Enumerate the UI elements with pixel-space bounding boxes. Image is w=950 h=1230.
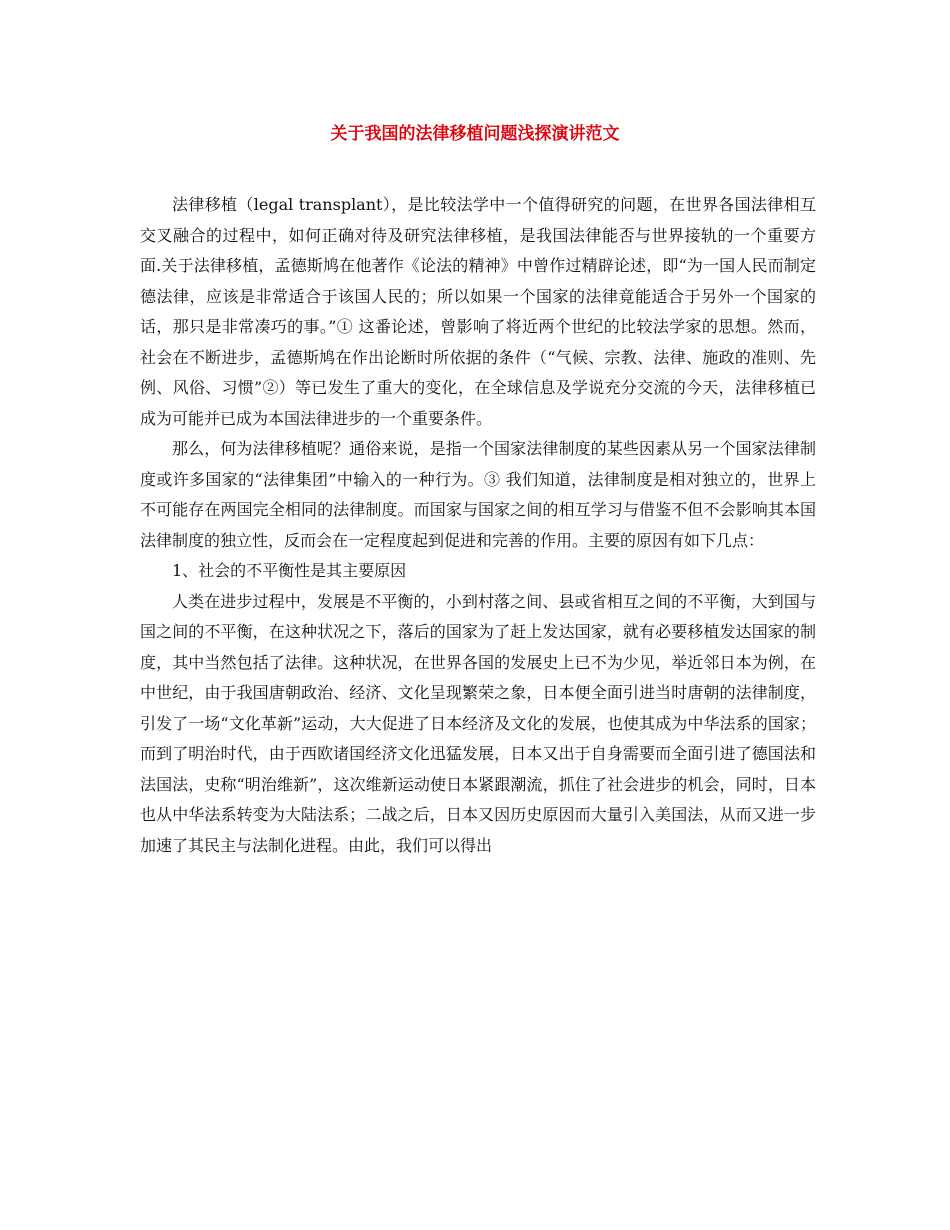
paragraph-imbalance: 人类在进步过程中，发展是不平衡的，小到村落之间、县或省相互之间的不平衡，大到国与国之间的不平衡，在这种状况之下，落后的国家为了赶上发达国家，就有必要移植发达国家的制度，其中当然包括了法律。这种状况，在世界各国的发展史上已不为少见，举近邻日本为例，在中世纪，由于我国唐朝政治、经济、文化呈现繁荣之象，日本便全面引进当时唐朝的法律制度，引发了一场“文化革新”运动，大大促进了日本经济及文化的发展，也使其成为中华法系的国家；而到了明治时代，由于西欧诸国经济文化迅猛发展，日本又出于自身需要而全面引进了德国法和法国法，史称“明治维新”，这次维新运动使日本紧跟潮流，抓住了社会进步的机会，同时，日本也从中华法系转变为大陆法系；二战之后，日本又因历史原因而大量引入美国法，从而又进一步加速了其民主与法制化进程。由此，我们可以得出: [140, 591, 816, 855]
document-body: [140, 190, 816, 861]
document-title: 关于我国的法律移植问题浅探演讲范文: [330, 124, 620, 144]
paragraph-definition: 那么，何为法律移植呢？通俗来说，是指一个国家法律制度的某些因素从另一个国家法律制度或许多国家的“法律集团”中输入的一种行为。③ 我们知道，法律制度是相对独立的，世界上不可能存在两国完全相同的法律制度。而国家与国家之间的相互学习与借鉴不但不会影响其本国法律制度的独立性，反而会在一定程度起到促进和完善的作用。主要的原因有如下几点：: [140, 439, 816, 550]
section-heading: 1、社会的不平衡性是其主要原因: [172, 561, 407, 580]
paragraph-intro: 法律移植（legal transplant），是比较法学中一个值得研究的问题，在世界各国法律相互交叉融合的过程中，如何正确对待及研究法律移植，是我国法律能否与世界接轨的一个重要方面.关于法律移植，孟德斯鸠在他著作《论法的精神》中曾作过精辟论述，即“为一国人民而制定德法律，应该是非常适合于该国人民的；所以如果一个国家的法律竟能适合于另外一个国家的话，那只是非常凑巧的事。”① 这番论述，曾影响了将近两个世纪的比较法学家的思想。然而，社会在不断进步，孟德斯鸠在作出论断时所依据的条件（“气候、宗教、法律、施政的准则、先例、风俗、习惯”②）等已发生了重大的变化，在全球信息及学说充分交流的今天，法律移植已成为可能并已成为本国法律进步的一个重要条件。: [140, 195, 816, 428]
